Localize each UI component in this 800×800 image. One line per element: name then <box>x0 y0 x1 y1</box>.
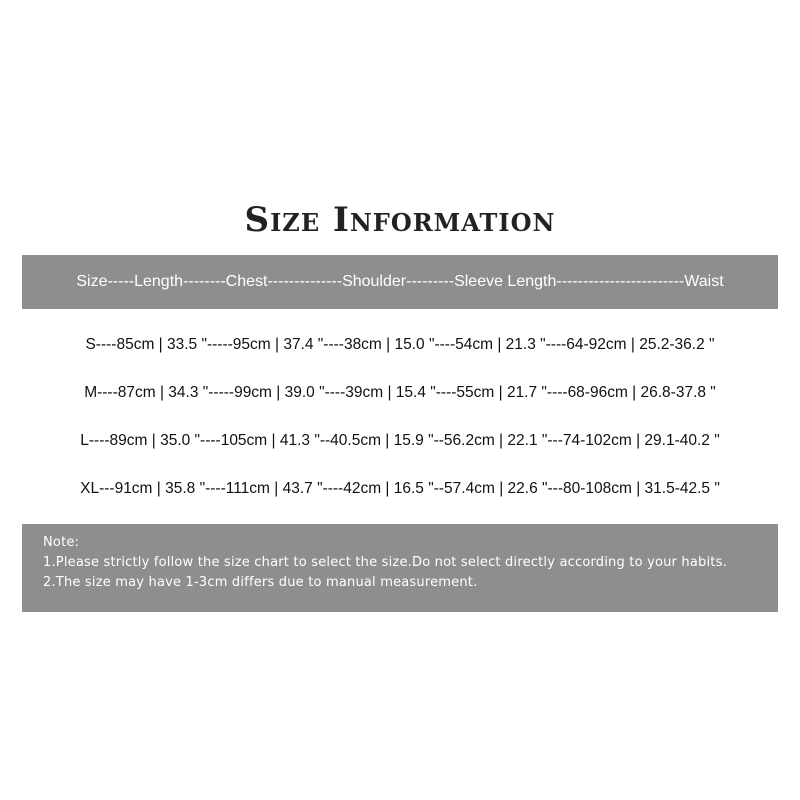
size-row-xl: XL---91cm | 35.8 "----111cm | 43.7 "----42cm | 16.5 "--57.4cm | 22.6 "---80-108cm | 31.5-42.5 " <box>80 480 720 497</box>
note-box <box>22 524 778 612</box>
page-title: Size Information <box>244 200 556 240</box>
size-chart-rows <box>0 331 800 523</box>
size-row-s: S----85cm | 33.5 "-----95cm | 37.4 "----38cm | 15.0 "----54cm | 21.3 "----64-92cm | 25.2-36.2 " <box>85 336 715 353</box>
note-line-2: 2.The size may have 1-3cm differs due to manual measurement. <box>43 575 478 590</box>
size-row-m: M----87cm | 34.3 "-----99cm | 39.0 "----39cm | 15.4 "----55cm | 21.7 "----68-96cm | 26.8-37.8 " <box>84 384 716 401</box>
size-row-l: L----89cm | 35.0 "----105cm | 41.3 "--40.5cm | 15.9 "--56.2cm | 22.1 "---74-102cm | 29.1-40.2 " <box>80 432 720 449</box>
size-chart-header: Size-----Length--------Chest--------------Shoulder---------Sleeve Length------------------------Waist <box>22 255 778 309</box>
note-line-1: 1.Please strictly follow the size chart to select the size.Do not select directly according to your habits. <box>43 555 727 570</box>
note-heading: Note: <box>43 535 80 550</box>
